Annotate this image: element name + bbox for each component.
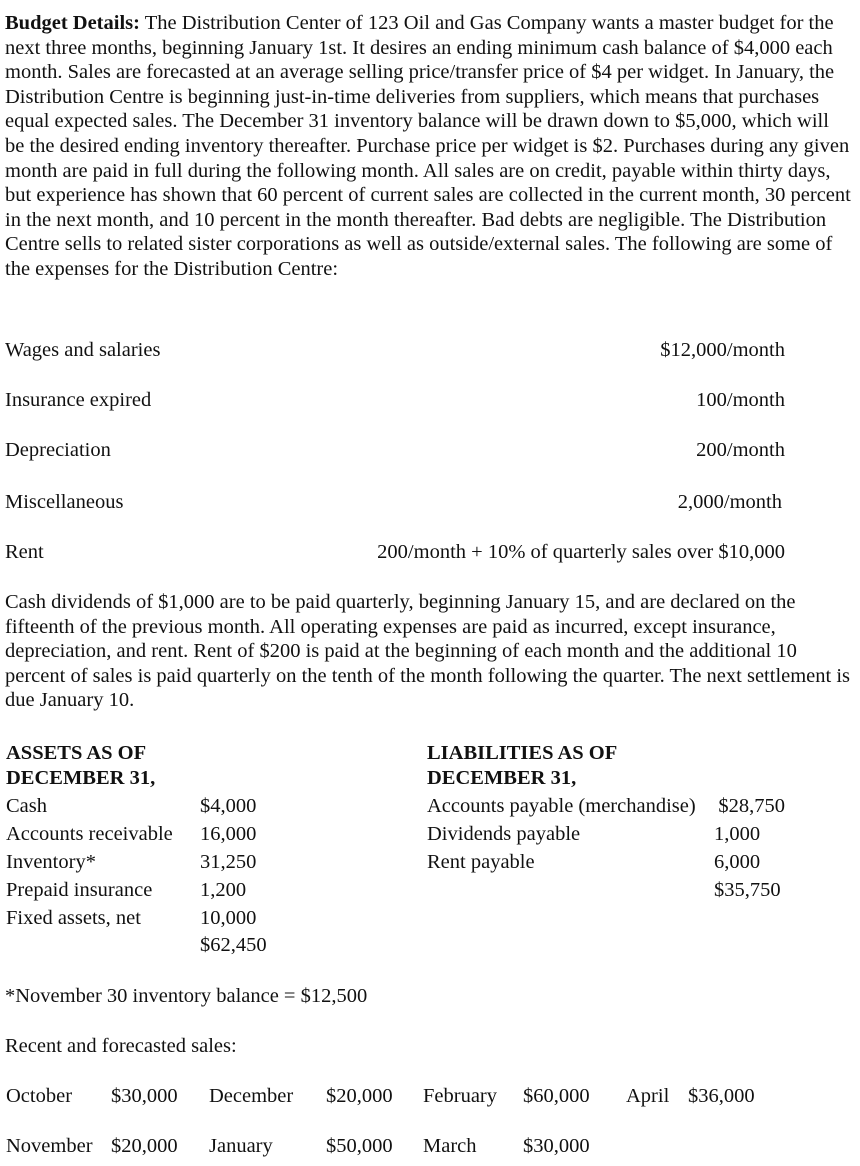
expense-row-insurance <box>5 388 785 414</box>
expense-value: 200/month + 10% of quarterly sales over $10,000 <box>377 541 785 563</box>
expense-row-rent <box>5 540 785 566</box>
inventory-footnote: *November 30 inventory balance = $12,500 <box>5 985 368 1007</box>
liability-value: 1,000 <box>714 823 761 845</box>
assets-heading-line2: DECEMBER 31, <box>6 767 156 789</box>
expense-value: $12,000/month <box>660 339 785 361</box>
sales-title: Recent and forecasted sales: <box>5 1035 237 1057</box>
sale-amount: $20,000 <box>111 1135 178 1157</box>
expense-label: Wages and salaries <box>5 339 161 361</box>
sale-month: March <box>423 1135 477 1157</box>
sale-amount: $50,000 <box>326 1135 393 1157</box>
sale-month: November <box>6 1135 93 1157</box>
asset-label: Inventory* <box>6 851 96 873</box>
asset-value: $4,000 <box>200 795 257 817</box>
liability-label: Dividends payable <box>427 823 581 845</box>
sale-month: January <box>209 1135 273 1157</box>
sale-month: October <box>6 1085 73 1107</box>
liability-value: $28,750 <box>718 795 785 817</box>
liability-value: 6,000 <box>714 851 761 873</box>
asset-value: 31,250 <box>200 851 257 873</box>
intro-heading: Budget Details: <box>5 12 140 34</box>
asset-label: Accounts receivable <box>6 823 173 845</box>
liability-label: Accounts payable (merchandise) <box>427 795 696 817</box>
liabilities-heading-line1: LIABILITIES AS OF <box>427 742 618 764</box>
sale-amount: $36,000 <box>688 1085 755 1107</box>
asset-label: Prepaid insurance <box>6 879 153 901</box>
asset-value: 1,200 <box>200 879 247 901</box>
assets-total: $62,450 <box>200 934 267 956</box>
asset-label: Cash <box>6 795 47 817</box>
sale-month: April <box>626 1085 670 1107</box>
assets-heading-line1: ASSETS AS OF <box>6 742 147 764</box>
intro-text: The Distribution Center of 123 Oil and Gas Company wants a master budget for the next three months, beginning January 1st. It desires an ending minimum cash balance of $4,000 each month. Sales are forecasted at an average selling price/transfer price of $4 per widget. In January, the Distribution Centre is beginning just-in-time deliveries from suppliers, which means that purchases equal expected sales. The December 31 inventory balance will be drawn down to $5,000, which will be the desired ending inventory thereafter. Purchase price per widget is $2. Purchases during any given month are paid in full during the following month. All sales are on credit, payable within thirty days, but experience has shown that 60 percent of current sales are collected in the current month, 30 percent in the next month, and 10 percent in the month thereafter. Bad debts are negligible. The Distribution Centre sells to related sister corporations as well as outside/external sales. The following are some of the expenses for the Distribution Centre: <box>5 12 851 280</box>
expense-row-wages <box>5 338 785 364</box>
expense-value: 200/month <box>696 439 785 461</box>
intro-paragraph <box>5 11 853 282</box>
liabilities-total: $35,750 <box>714 879 781 901</box>
expense-label: Rent <box>5 541 44 563</box>
expense-value: 100/month <box>696 389 785 411</box>
liabilities-heading-line2: DECEMBER 31, <box>427 767 577 789</box>
liability-label: Rent payable <box>427 851 535 873</box>
sale-amount: $30,000 <box>111 1085 178 1107</box>
asset-value: 10,000 <box>200 907 257 929</box>
dividends-rent-paragraph: Cash dividends of $1,000 are to be paid quarterly, beginning January 15, and are declared on the fifteenth of the previous month. All operating expenses are paid as incurred, except insurance, depreciation, and rent. Rent of $200 is paid at the beginning of each month and the additional 10 percent of sales is paid quarterly on the tenth of the month following the quarter. The next settlement is due January 10. <box>5 591 851 712</box>
sale-amount: $20,000 <box>326 1085 393 1107</box>
asset-label: Fixed assets, net <box>6 907 141 929</box>
sale-month: February <box>423 1085 498 1107</box>
sale-month: December <box>209 1085 294 1107</box>
expense-label: Insurance expired <box>5 389 152 411</box>
expense-label: Miscellaneous <box>5 491 124 513</box>
expense-label: Depreciation <box>5 439 111 461</box>
expense-row-miscellaneous <box>5 490 785 516</box>
expense-row-depreciation <box>5 438 785 464</box>
sale-amount: $30,000 <box>523 1135 590 1157</box>
expense-value: 2,000/month <box>677 491 782 513</box>
asset-value: 16,000 <box>200 823 257 845</box>
sale-amount: $60,000 <box>523 1085 590 1107</box>
